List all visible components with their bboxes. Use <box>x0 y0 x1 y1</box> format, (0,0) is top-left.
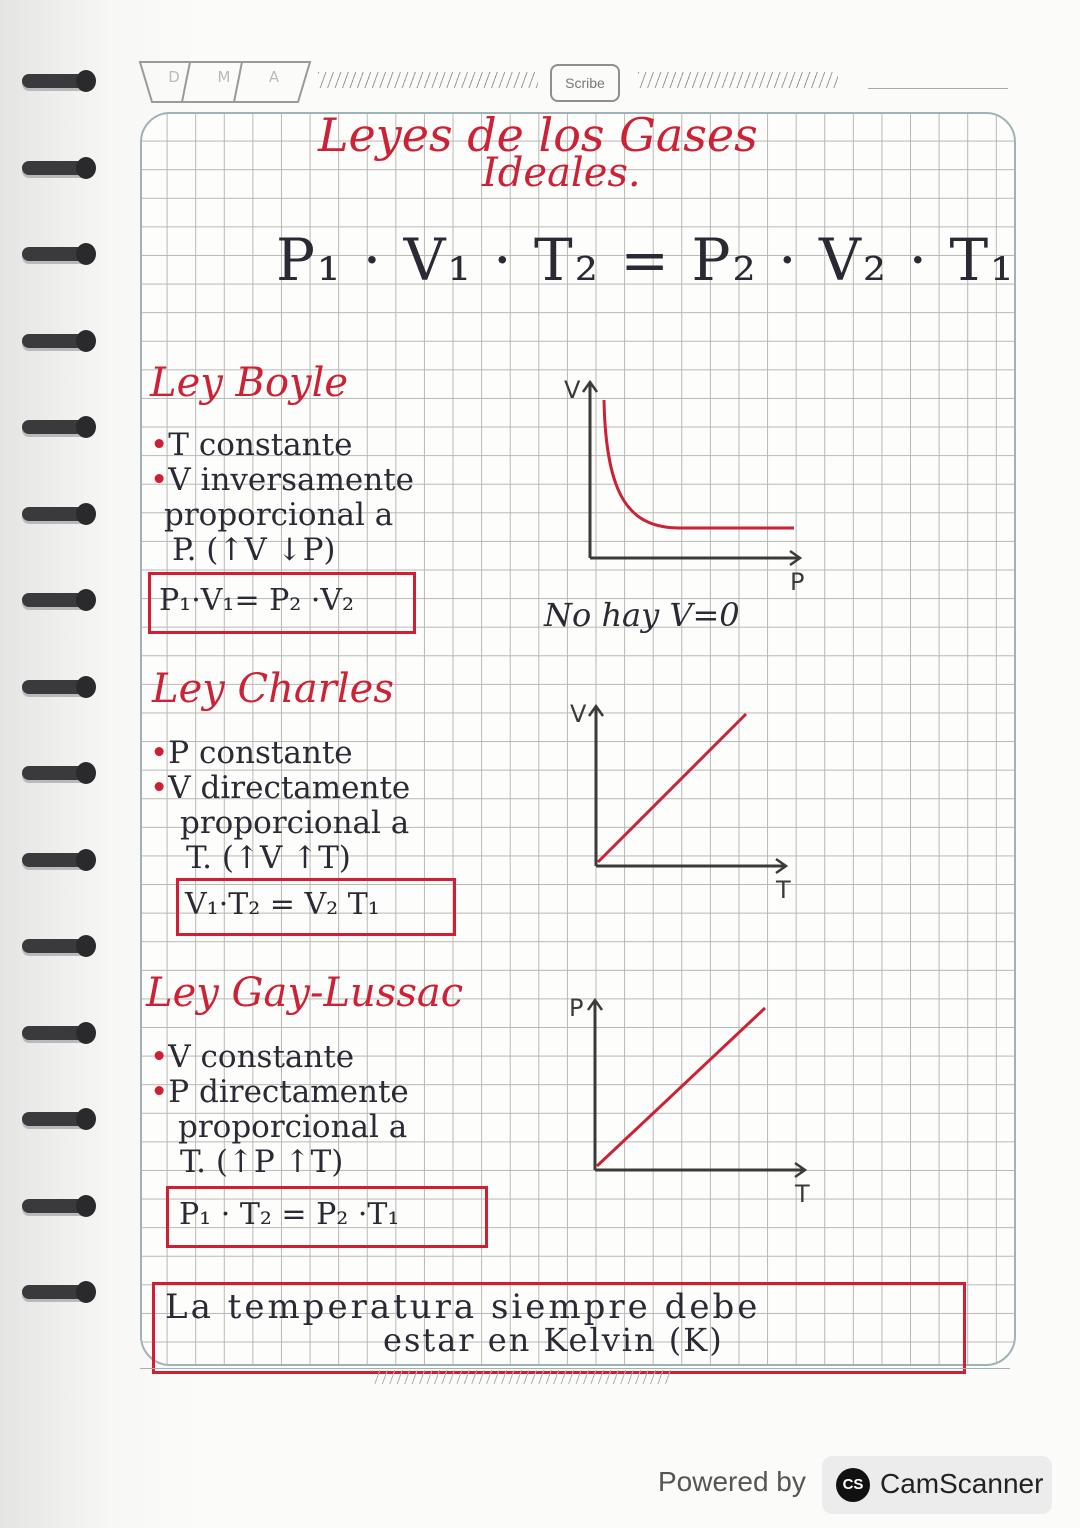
formula-box-charles <box>176 878 456 936</box>
bullet-continuation: proporcional a <box>180 805 410 841</box>
graph-gay-lussac <box>545 990 835 1220</box>
kelvin-note-line1: La temperatura siempre debe <box>165 1287 761 1327</box>
bullet-item: •V inversamente <box>150 462 414 498</box>
linear-curve <box>597 1008 765 1166</box>
formula-box-gay-lussac <box>166 1186 488 1248</box>
spiral-ring <box>18 589 96 615</box>
formula-box-boyle <box>148 572 416 634</box>
spiral-ring <box>18 330 96 356</box>
bullet-item: •P constante <box>150 735 353 771</box>
camscanner-watermark <box>658 1458 1058 1514</box>
y-axis-label: V <box>564 376 581 404</box>
x-axis-label: P <box>790 568 805 596</box>
graph-note-boyle: No hay V=0 <box>544 596 740 634</box>
spiral-ring <box>18 1022 96 1048</box>
spiral-ring <box>18 1281 96 1307</box>
spiral-ring <box>18 416 96 442</box>
camscanner-icon: CS <box>836 1468 870 1502</box>
header-hatch-right <box>638 72 838 88</box>
y-axis-label: V <box>570 700 587 728</box>
notebook-header <box>138 60 1018 110</box>
bullet-continuation: P. (↑V ↓P) <box>172 532 336 568</box>
powered-by-text: Powered by <box>658 1466 806 1497</box>
bullet-continuation: proporcional a <box>164 497 394 533</box>
footer-hatch <box>372 1370 672 1384</box>
page-title: Leyes de los Gases <box>318 108 758 162</box>
camscanner-name: CamScanner <box>880 1468 1044 1499</box>
spiral-ring <box>18 762 96 788</box>
spiral-ring <box>18 243 96 269</box>
graph-boyle <box>540 372 840 612</box>
kelvin-note-line2: estar en Kelvin (K) <box>383 1321 724 1359</box>
formula-gay-lussac: P₁ · T₂ = P₂ ·T₁ <box>179 1197 400 1232</box>
linear-curve <box>598 714 746 862</box>
bullet-continuation: proporcional a <box>178 1109 408 1145</box>
section-title-boyle: Ley Boyle <box>150 360 349 406</box>
spiral-ring <box>18 1195 96 1221</box>
spiral-ring <box>18 935 96 961</box>
bullet-list-boyle <box>150 428 414 568</box>
spiral-ring <box>18 1108 96 1134</box>
formula-boyle: P₁·V₁= P₂ ·V₂ <box>159 583 355 618</box>
spiral-binding <box>18 70 108 1370</box>
boyle-curve <box>604 400 794 528</box>
footer-rule <box>140 1368 1010 1369</box>
combined-gas-law-formula: P₁ · V₁ · T₂ = P₂ · V₂ · T₁ <box>276 226 1016 294</box>
spiral-ring <box>18 676 96 702</box>
kelvin-note-box <box>152 1282 966 1374</box>
spiral-ring <box>18 849 96 875</box>
bullet-continuation: T. (↑V ↑T) <box>186 840 351 876</box>
spiral-ring <box>18 157 96 183</box>
graph-charles <box>540 690 800 910</box>
y-axis-label: P <box>569 994 584 1022</box>
spiral-ring <box>18 70 96 96</box>
x-axis-label: T <box>795 1180 810 1208</box>
bullet-item: •V constante <box>150 1039 355 1075</box>
bullet-list-gay-lussac <box>150 1040 409 1180</box>
x-axis-label: T <box>776 876 791 904</box>
bullet-item: •T constante <box>150 427 353 463</box>
brand-logo: Scribe <box>550 64 620 102</box>
spiral-ring <box>18 503 96 529</box>
camscanner-badge <box>822 1456 1052 1514</box>
header-rule <box>868 88 1008 89</box>
bullet-list-charles <box>150 736 410 876</box>
date-field-month: M <box>217 68 231 86</box>
page-title-line2: Ideales. <box>482 150 641 196</box>
bullet-continuation: T. (↑P ↑T) <box>180 1144 344 1180</box>
date-field-year: A <box>268 68 280 86</box>
header-hatch-left <box>318 72 538 88</box>
bullet-item: •V directamente <box>150 770 411 806</box>
section-title-charles: Ley Charles <box>152 666 394 712</box>
bullet-item: •P directamente <box>150 1074 409 1110</box>
formula-charles: V₁·T₂ = V₂ T₁ <box>185 887 380 922</box>
date-field-day: D <box>168 68 180 86</box>
section-title-gay-lussac: Ley Gay-Lussac <box>146 970 464 1016</box>
